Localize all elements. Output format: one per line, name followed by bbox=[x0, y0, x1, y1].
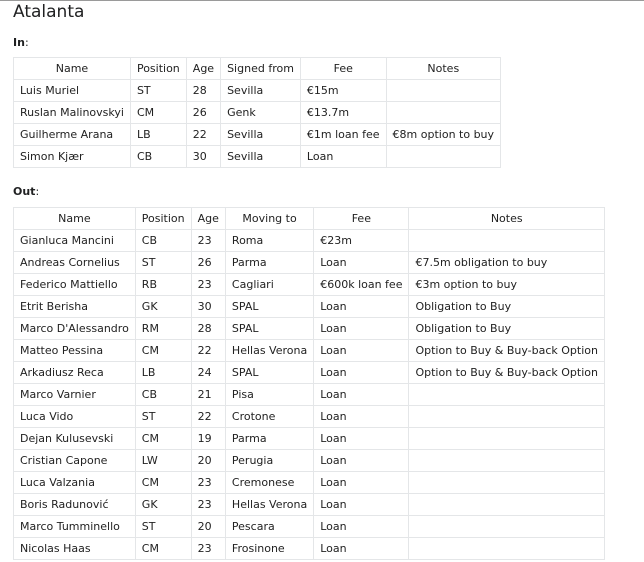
column-header: Position bbox=[135, 208, 191, 230]
club-cell: SPAL bbox=[225, 296, 313, 318]
table-row bbox=[14, 318, 605, 340]
name-cell: Marco D'Alessandro bbox=[14, 318, 136, 340]
fee-cell: €600k loan fee bbox=[314, 274, 409, 296]
notes-cell: Option to Buy & Buy-back Option bbox=[409, 362, 605, 384]
column-header: Notes bbox=[409, 208, 605, 230]
age-cell: 19 bbox=[191, 428, 225, 450]
position-cell: CM bbox=[135, 472, 191, 494]
table-row bbox=[14, 472, 605, 494]
club-cell: Pescara bbox=[225, 516, 313, 538]
notes-cell: €3m option to buy bbox=[409, 274, 605, 296]
notes-cell bbox=[409, 428, 605, 450]
age-cell: 22 bbox=[191, 340, 225, 362]
name-cell: Cristian Capone bbox=[14, 450, 136, 472]
name-cell: Marco Tumminello bbox=[14, 516, 136, 538]
column-header: Moving to bbox=[225, 208, 313, 230]
age-cell: 21 bbox=[191, 384, 225, 406]
notes-cell bbox=[386, 102, 501, 124]
name-cell: Andreas Cornelius bbox=[14, 252, 136, 274]
club-cell: Parma bbox=[225, 252, 313, 274]
fee-cell: Loan bbox=[314, 296, 409, 318]
column-header: Notes bbox=[386, 58, 501, 80]
club-cell: Pisa bbox=[225, 384, 313, 406]
fee-cell: Loan bbox=[314, 450, 409, 472]
age-cell: 26 bbox=[191, 252, 225, 274]
column-header: Name bbox=[14, 58, 131, 80]
in-label-colon: : bbox=[24, 36, 29, 49]
fee-cell: Loan bbox=[314, 406, 409, 428]
notes-cell: Obligation to Buy bbox=[409, 296, 605, 318]
notes-cell: Obligation to Buy bbox=[409, 318, 605, 340]
age-cell: 22 bbox=[186, 124, 220, 146]
name-cell: Etrit Berisha bbox=[14, 296, 136, 318]
fee-cell: Loan bbox=[314, 472, 409, 494]
position-cell: CM bbox=[135, 538, 191, 560]
fee-cell: €23m bbox=[314, 230, 409, 252]
notes-cell bbox=[386, 80, 501, 102]
age-cell: 26 bbox=[186, 102, 220, 124]
name-cell: Federico Mattiello bbox=[14, 274, 136, 296]
notes-cell bbox=[409, 516, 605, 538]
name-cell: Marco Varnier bbox=[14, 384, 136, 406]
table-row bbox=[14, 516, 605, 538]
fee-cell: Loan bbox=[314, 384, 409, 406]
name-cell: Nicolas Haas bbox=[14, 538, 136, 560]
in-transfers-table bbox=[13, 57, 501, 168]
age-cell: 20 bbox=[191, 450, 225, 472]
club-cell: SPAL bbox=[225, 318, 313, 340]
age-cell: 23 bbox=[191, 230, 225, 252]
fee-cell: Loan bbox=[314, 428, 409, 450]
position-cell: RB bbox=[135, 274, 191, 296]
table-header-row bbox=[14, 58, 501, 80]
fee-cell: Loan bbox=[300, 146, 386, 168]
fee-cell: €15m bbox=[300, 80, 386, 102]
out-transfers-table bbox=[13, 207, 605, 560]
table-row bbox=[14, 362, 605, 384]
table-row bbox=[14, 494, 605, 516]
age-cell: 23 bbox=[191, 472, 225, 494]
table-row bbox=[14, 538, 605, 560]
club-cell: Crotone bbox=[225, 406, 313, 428]
club-cell: Cagliari bbox=[225, 274, 313, 296]
name-cell: Luca Vido bbox=[14, 406, 136, 428]
club-cell: Frosinone bbox=[225, 538, 313, 560]
column-header: Age bbox=[191, 208, 225, 230]
name-cell: Guilherme Arana bbox=[14, 124, 131, 146]
club-cell: Genk bbox=[221, 102, 301, 124]
fee-cell: Loan bbox=[314, 362, 409, 384]
out-section-label bbox=[13, 185, 39, 199]
table-row bbox=[14, 146, 501, 168]
fee-cell: Loan bbox=[314, 318, 409, 340]
age-cell: 20 bbox=[191, 516, 225, 538]
table-row bbox=[14, 296, 605, 318]
notes-cell bbox=[409, 230, 605, 252]
age-cell: 23 bbox=[191, 494, 225, 516]
notes-cell bbox=[409, 406, 605, 428]
name-cell: Arkadiusz Reca bbox=[14, 362, 136, 384]
name-cell: Simon Kjær bbox=[14, 146, 131, 168]
position-cell: CM bbox=[130, 102, 186, 124]
in-section-label bbox=[13, 36, 29, 50]
age-cell: 23 bbox=[191, 274, 225, 296]
club-cell: Sevilla bbox=[221, 124, 301, 146]
position-cell: RM bbox=[135, 318, 191, 340]
in-label: In bbox=[13, 36, 25, 49]
table-row bbox=[14, 450, 605, 472]
fee-cell: Loan bbox=[314, 538, 409, 560]
position-cell: GK bbox=[135, 296, 191, 318]
name-cell: Luca Valzania bbox=[14, 472, 136, 494]
name-cell: Matteo Pessina bbox=[14, 340, 136, 362]
table-row bbox=[14, 80, 501, 102]
table-row bbox=[14, 102, 501, 124]
club-cell: Hellas Verona bbox=[225, 340, 313, 362]
column-header: Position bbox=[130, 58, 186, 80]
age-cell: 23 bbox=[191, 538, 225, 560]
table-row bbox=[14, 428, 605, 450]
table-row bbox=[14, 230, 605, 252]
column-header: Fee bbox=[300, 58, 386, 80]
fee-cell: Loan bbox=[314, 252, 409, 274]
position-cell: LB bbox=[130, 124, 186, 146]
position-cell: ST bbox=[130, 80, 186, 102]
column-header: Fee bbox=[314, 208, 409, 230]
table-row bbox=[14, 274, 605, 296]
position-cell: CB bbox=[135, 230, 191, 252]
notes-cell: €7.5m obligation to buy bbox=[409, 252, 605, 274]
position-cell: CM bbox=[135, 428, 191, 450]
notes-cell bbox=[409, 538, 605, 560]
notes-cell bbox=[409, 472, 605, 494]
fee-cell: €13.7m bbox=[300, 102, 386, 124]
table-row bbox=[14, 406, 605, 428]
column-header: Signed from bbox=[221, 58, 301, 80]
notes-cell bbox=[386, 146, 501, 168]
club-cell: Sevilla bbox=[221, 80, 301, 102]
age-cell: 22 bbox=[191, 406, 225, 428]
table-header-row bbox=[14, 208, 605, 230]
position-cell: CM bbox=[135, 340, 191, 362]
name-cell: Luis Muriel bbox=[14, 80, 131, 102]
notes-cell bbox=[409, 384, 605, 406]
notes-cell: €8m option to buy bbox=[386, 124, 501, 146]
club-cell: Roma bbox=[225, 230, 313, 252]
column-header: Name bbox=[14, 208, 136, 230]
fee-cell: Loan bbox=[314, 340, 409, 362]
fee-cell: Loan bbox=[314, 494, 409, 516]
fee-cell: Loan bbox=[314, 516, 409, 538]
age-cell: 30 bbox=[186, 146, 220, 168]
position-cell: ST bbox=[135, 252, 191, 274]
position-cell: ST bbox=[135, 516, 191, 538]
notes-cell bbox=[409, 494, 605, 516]
fee-cell: €1m loan fee bbox=[300, 124, 386, 146]
name-cell: Dejan Kulusevski bbox=[14, 428, 136, 450]
club-cell: Cremonese bbox=[225, 472, 313, 494]
name-cell: Gianluca Mancini bbox=[14, 230, 136, 252]
name-cell: Boris Radunović bbox=[14, 494, 136, 516]
table-row bbox=[14, 124, 501, 146]
page-title: Atalanta bbox=[13, 2, 85, 22]
table-row bbox=[14, 252, 605, 274]
notes-cell: Option to Buy & Buy-back Option bbox=[409, 340, 605, 362]
top-border bbox=[0, 0, 644, 1]
club-cell: SPAL bbox=[225, 362, 313, 384]
notes-cell bbox=[409, 450, 605, 472]
age-cell: 24 bbox=[191, 362, 225, 384]
age-cell: 28 bbox=[186, 80, 220, 102]
name-cell: Ruslan Malinovskyi bbox=[14, 102, 131, 124]
club-cell: Sevilla bbox=[221, 146, 301, 168]
position-cell: GK bbox=[135, 494, 191, 516]
position-cell: LB bbox=[135, 362, 191, 384]
out-label-colon: : bbox=[35, 185, 40, 198]
club-cell: Perugia bbox=[225, 450, 313, 472]
age-cell: 30 bbox=[191, 296, 225, 318]
club-cell: Hellas Verona bbox=[225, 494, 313, 516]
position-cell: CB bbox=[135, 384, 191, 406]
column-header: Age bbox=[186, 58, 220, 80]
out-label: Out bbox=[13, 185, 36, 198]
position-cell: LW bbox=[135, 450, 191, 472]
table-row bbox=[14, 384, 605, 406]
position-cell: CB bbox=[130, 146, 186, 168]
age-cell: 28 bbox=[191, 318, 225, 340]
position-cell: ST bbox=[135, 406, 191, 428]
table-row bbox=[14, 340, 605, 362]
club-cell: Parma bbox=[225, 428, 313, 450]
